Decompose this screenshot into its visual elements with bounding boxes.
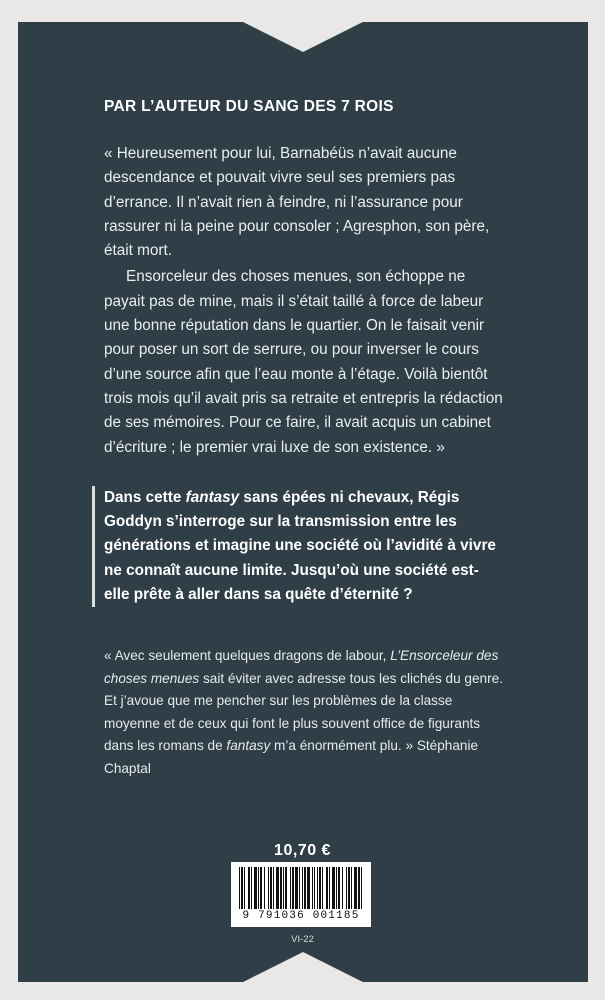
barcode-bar (322, 867, 323, 909)
print-code: VI-22 (291, 934, 314, 945)
barcode-bar (270, 867, 272, 909)
pitch-genre-italic: fantasy (185, 488, 240, 506)
barcode-bar (295, 867, 298, 909)
barcode-bar (326, 867, 328, 909)
back-cover-text (104, 98, 504, 780)
barcode-bar (260, 867, 262, 909)
pitch-text-end: sans épées ni chevaux, Régis Goddyn s’interroge sur la transmission entre les générations et imagine une société où l’avidité à vivre ne connaît aucune limite. Jusqu’où une société est-elle prête à aller dans sa quête d’éternité ? (104, 488, 496, 604)
barcode-bar (251, 867, 252, 909)
barcode-bar (307, 867, 310, 909)
barcode-bar (354, 867, 357, 909)
barcode-bar (351, 867, 352, 909)
barcode-bar (336, 867, 337, 909)
pitch-text-start: Dans cette (104, 488, 186, 506)
barcode-bar (285, 867, 287, 909)
review-quote (104, 645, 504, 780)
barcode-bar (258, 867, 259, 909)
excerpt-paragraph-1: « Heureusement pour lui, Barnabéüs n’avait aucune descendance et pouvait vivre seul ses premiers pas d’errance. Il n’avait rien à feindre, ni l’assurance pour rassurer ni la peine pour consoler ; Agresphon, son père, était mort. (104, 145, 490, 260)
barcode-bar (361, 867, 362, 909)
barcode-bar (302, 867, 303, 909)
barcode-bar (292, 867, 294, 909)
barcode-bar (304, 867, 306, 909)
barcode-bar (346, 867, 347, 909)
barcode-bar (290, 867, 291, 909)
barcode-bar (312, 867, 313, 909)
barcode-bar (254, 867, 257, 909)
barcode-bar (314, 867, 315, 909)
barcode-bar (276, 867, 279, 909)
barcode-bar (329, 867, 330, 909)
book-excerpt (104, 142, 504, 460)
barcode-bar (273, 867, 274, 909)
barcode-bar (244, 867, 245, 909)
quote-book-title: L’Ensorceleur des choses menues (104, 648, 499, 686)
barcode-bar (348, 867, 350, 909)
barcode-bar (319, 867, 321, 909)
quote-part-2: sait éviter avec adresse tous les clichés du genre. Et j’avoue que me pencher sur les problèmes de la classe moyenne et de ceux qui font le plus souvent office de figurants dans les romans de (104, 670, 503, 754)
book-pitch (92, 486, 504, 607)
barcode (231, 862, 371, 927)
barcode-bar (239, 867, 240, 909)
barcode-bar (264, 867, 265, 909)
barcode-bar (342, 867, 343, 909)
barcode-bar (280, 867, 282, 909)
quote-part-1: « Avec seulement quelques dragons de labour, (104, 648, 391, 664)
barcode-bars (237, 867, 365, 909)
barcode-bar (358, 867, 360, 909)
price-label: 10,70 € (274, 842, 331, 859)
barcode-bar (283, 867, 284, 909)
barcode-bar (317, 867, 318, 909)
isbn-number: 9 791036 001185 (242, 910, 360, 922)
barcode-bar (338, 867, 340, 909)
barcode-bar (332, 867, 335, 909)
barcode-bar (299, 867, 300, 909)
excerpt-paragraph-2: Ensorceleur des choses menues, son échoppe ne payait pas de mine, mais il s’était taillé à force de labeur une bonne réputation dans le quartier. On le faisait venir pour poser un sort de serrure, ou pour inverser le cours d’une source afin que l’eau monte à l’étage. Voilà bientôt trois mois qu’il avait pris sa retraite et entrepris la rédaction de ses mémoires. Pour ce faire, il avait acquis un cabinet d’écriture ; le premier vrai luxe de son existence. » (104, 268, 503, 456)
barcode-bar (241, 867, 243, 909)
quote-part-3: m’a énormément plu. » Stéphanie Chaptal (104, 738, 479, 776)
quote-genre-italic: fantasy (226, 738, 271, 754)
barcode-bar (248, 867, 250, 909)
author-heading: PAR L’AUTEUR DU SANG DES 7 ROIS (104, 98, 394, 115)
barcode-bar (268, 867, 269, 909)
